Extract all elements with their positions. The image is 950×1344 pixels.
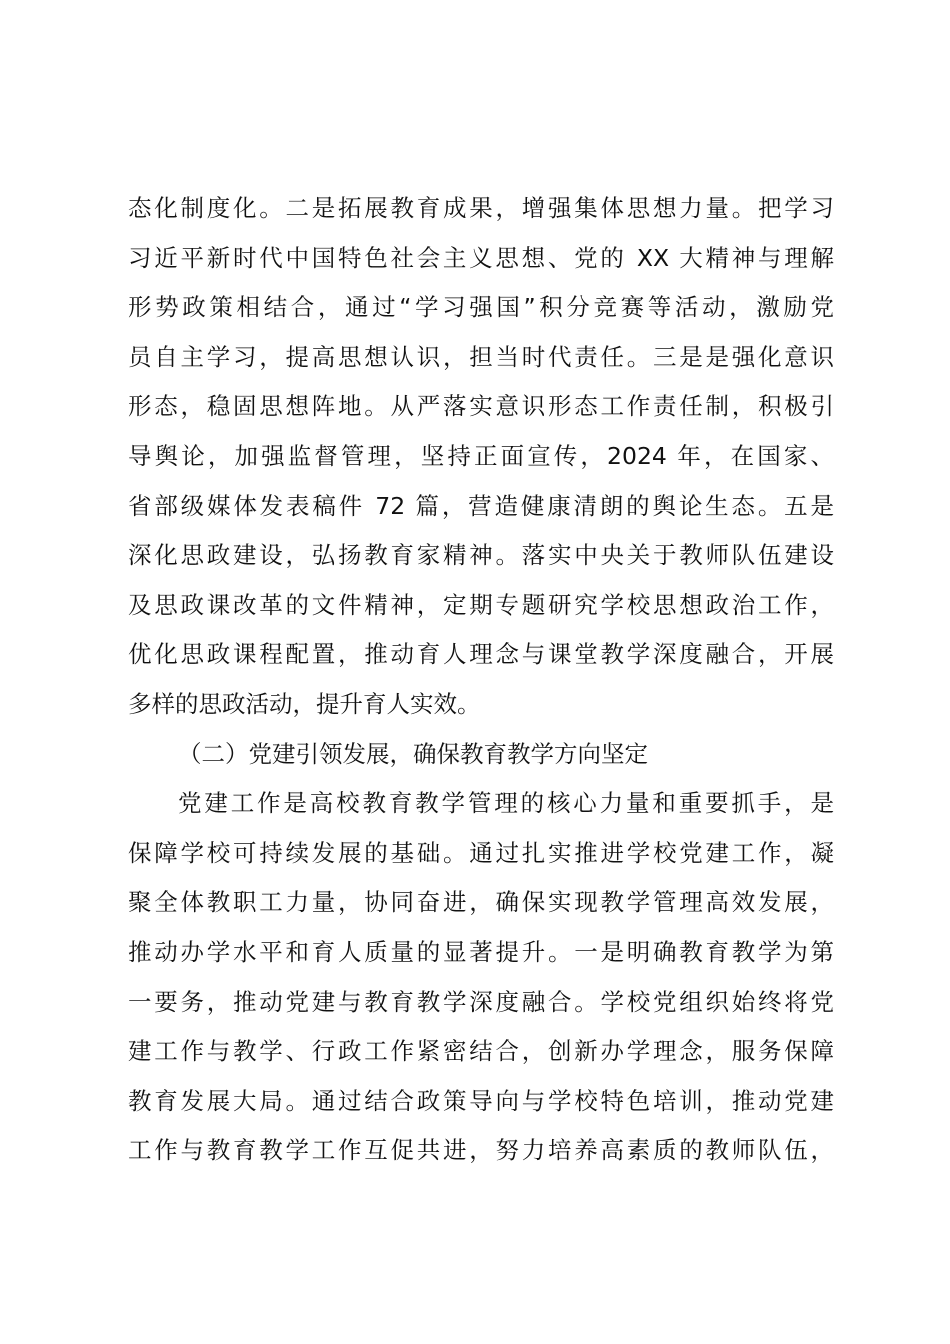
text-line: 深化思政建设，弘扬教育家精神。落实中央关于教师队伍建设: [128, 541, 834, 570]
text-line: 省部级媒体发表稿件 72 篇，营造健康清朗的舆论生态。五是: [128, 491, 834, 520]
text-line: 及思政课改革的文件精神，定期专题研究学校思想政治工作，: [128, 590, 834, 619]
text-line: 习近平新时代中国特色社会主义思想、党的 XX 大精神与理解: [128, 243, 834, 272]
section-heading: （二）党建引领发展，确保教育教学方向坚定: [178, 739, 648, 768]
text-line: 党建工作是高校教育教学管理的核心力量和重要抓手，是: [178, 789, 834, 818]
text-line: 导舆论，加强监督管理，坚持正面宣传，2024 年，在国家、: [128, 441, 834, 470]
text-line: 形态，稳固思想阵地。从严落实意识形态工作责任制，积极引: [128, 392, 834, 421]
text-line: 聚全体教职工力量，协同奋进，确保实现教学管理高效发展，: [128, 888, 834, 917]
text-line: 多样的思政活动，提升育人实效。: [128, 689, 481, 718]
text-line: 工作与教育教学工作互促共进，努力培养高素质的教师队伍，: [128, 1136, 834, 1165]
paragraph-party-building: [128, 779, 834, 1176]
text-line: 员自主学习，提高思想认识，担当时代责任。三是是强化意识: [128, 342, 834, 371]
text-line: 一要务，推动党建与教育教学深度融合。学校党组织始终将党: [128, 987, 834, 1016]
text-line: 形势政策相结合，通过“学习强国”积分竞赛等活动，激励党: [128, 293, 834, 322]
text-line: 教育发展大局。通过结合政策导向与学校特色培训，推动党建: [128, 1086, 834, 1115]
text-line: 保障学校可持续发展的基础。通过扎实推进学校党建工作，凝: [128, 838, 834, 867]
paragraph-continuation: [128, 184, 834, 779]
text-line: 优化思政课程配置，推动育人理念与课堂教学深度融合，开展: [128, 640, 834, 669]
text-line: 推动办学水平和育人质量的显著提升。一是明确教育教学为第: [128, 937, 834, 966]
text-line: 态化制度化。二是拓展教育成果，增强集体思想力量。把学习: [128, 194, 834, 222]
text-line: 建工作与教学、行政工作紧密结合，创新办学理念，服务保障: [128, 1037, 834, 1066]
